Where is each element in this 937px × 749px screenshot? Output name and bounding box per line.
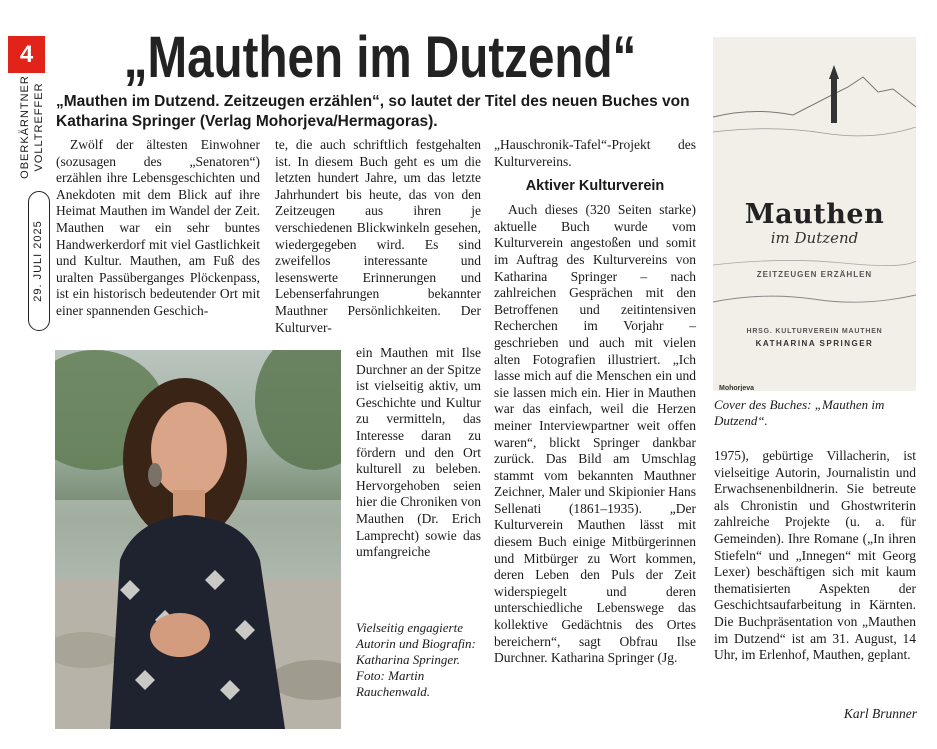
author-photo-illustration bbox=[55, 350, 341, 729]
cover-publisher-line1: Mohorjeva bbox=[719, 385, 755, 391]
paragraph: „Hauschronik-Tafel“-Projekt des Kulturvereins. bbox=[494, 137, 696, 169]
section-subtitle: Aktiver Kulturverein bbox=[525, 178, 665, 195]
section-label-line1: OBERKÄRNTNER bbox=[19, 75, 31, 179]
section-label-line2: VOLLTREFFER bbox=[33, 82, 45, 172]
cover-publisher bbox=[719, 384, 789, 391]
paragraph: ein Mauthen mit Ilse Durchner an der Spitze ist vielseitig aktiv, um Geschichte und Kultur zu vermitteln, das Interesse daran zu fördern und den Ort kulturell zu beleben. Hervorgehoben seien hier die Chroniken von Mauthen (Dr. Erich Lamprecht) sowie das umfangreiche bbox=[356, 345, 481, 560]
headline: „Mauthen im Dutzend“ bbox=[123, 25, 637, 90]
article-column-2 bbox=[275, 137, 481, 336]
article-column-1 bbox=[56, 137, 260, 320]
author-byline: Karl Brunner bbox=[843, 706, 917, 721]
author-photo bbox=[55, 350, 341, 729]
cover-caption: Cover des Buches: „Mauthen im Dutzend“. bbox=[714, 397, 885, 428]
paragraph: Auch dieses (320 Seiten starke) aktuelle Buch wurde vom Kulturverein angestoßen und somit im Auftrag des Kulturvereins von Katharina Springer – nach zahlreichen Gesprächen mit den Betroffenen und zeitintensiven Recherchen im Vorjahr – geschrieben und auch mit vielen alten Fotografien illustriert. „Ich lasse mich auf die Menschen ein und sie lassen mich ein. Hier in Mauthen war das einfach, weil die Herzen meiner Interviewpartner weit offen waren“, blickt Springer dankbar zurück. Das Bild am Umschlag stammt vom bekannten Mauthner Zeichner, Maler und Skipionier Hans Sellenati (1861–1935). „Der Kulturverein Mauthen lässt mit diesem Buch einige Mitbürgerinnen und Mitbürger zu Wort kommen, deren Leben den Puls der Zeit widerspiegelt und deren unterschiedliche Lebenswege das kollektive Gedächtnis des Ortes bereichern“, sagt Obfrau Ilse Durchner. Katharina Springer (Jg. bbox=[494, 202, 696, 666]
cover-subtitle: im Dutzend bbox=[770, 229, 859, 247]
cover-author: KATHARINA SPRINGER bbox=[755, 339, 874, 348]
subhead: „Mauthen im Dutzend. Zeitzeugen erzählen“, so lautet der Titel des neuen Buches von Katharina Springer (Verlag Mohorjeva/Hermagoras). bbox=[56, 93, 690, 130]
cover-tagline: ZEITZEUGEN ERZÄHLEN bbox=[756, 270, 873, 279]
photo-caption: Vielseitig engagierte Autorin und Biografin: Katharina Springer. Foto: Martin Rauchenwald. bbox=[356, 620, 476, 699]
issue-date: 29. JULI 2025 bbox=[28, 191, 50, 331]
article-column-3 bbox=[494, 137, 696, 667]
paragraph: te, die auch schriftlich festgehalten ist. In diesem Buch geht es um die letzten hundert Jahre, um das letzte Jahrhundert bis heute, das von den Zeitzeugen aus ihren je verschiedenen Blickwinkeln gesehen, wiedergegeben wird. Es sind zweifellos interessante und lesenswerte Erinnerungen und Lebenserfahrungen bekannter Mauthner Persönlichkeiten. Der Kulturver- bbox=[275, 137, 481, 335]
article-column-2-narrow bbox=[356, 345, 481, 561]
book-cover-image bbox=[713, 37, 916, 391]
cover-editor: HRSG. KULTURVEREIN MAUTHEN bbox=[746, 328, 883, 335]
paragraph: 1975), gebürtige Villacherin, ist vielseitige Autorin, Journalistin und Erwachsenenbildnerin. Sie betreute als Chronistin und Ghostwriterin zahlreiche Projekte (u. a. für Gemeinden). Ihre Romane („In ihren Stiefeln“ und „Innegen“ mit Georg Lexer) beschäftigen sich mit kaum thematisierten Aspekten der Geschichtsaufarbeitung in Kärnten. Die Buchpräsentation von „Mauthen im Dutzend“ ist am 31. August, 14 Uhr, im Erlenhof, Mauthen, geplant. bbox=[714, 448, 916, 663]
article-column-4 bbox=[714, 448, 916, 664]
page-number-badge: 4 bbox=[8, 36, 45, 73]
cover-title: Mauthen bbox=[744, 199, 885, 230]
paragraph: Zwölf der ältesten Einwohner (sozusagen des „Senatoren“) erzählen ihre Lebensgeschichten und Anekdoten mit dem Blick auf ihre Heimat Mauthen im Wandel der Zeit. Mauthen war ein sehr buntes Handwerkerdorf mit viel Gastlichkeit und Kultur. Mauthen, am Fuß des uralten Passüberganges Plöckenpass, ist ein historisch bedeutender Ort mit einer spannenden Geschich- bbox=[56, 137, 260, 318]
